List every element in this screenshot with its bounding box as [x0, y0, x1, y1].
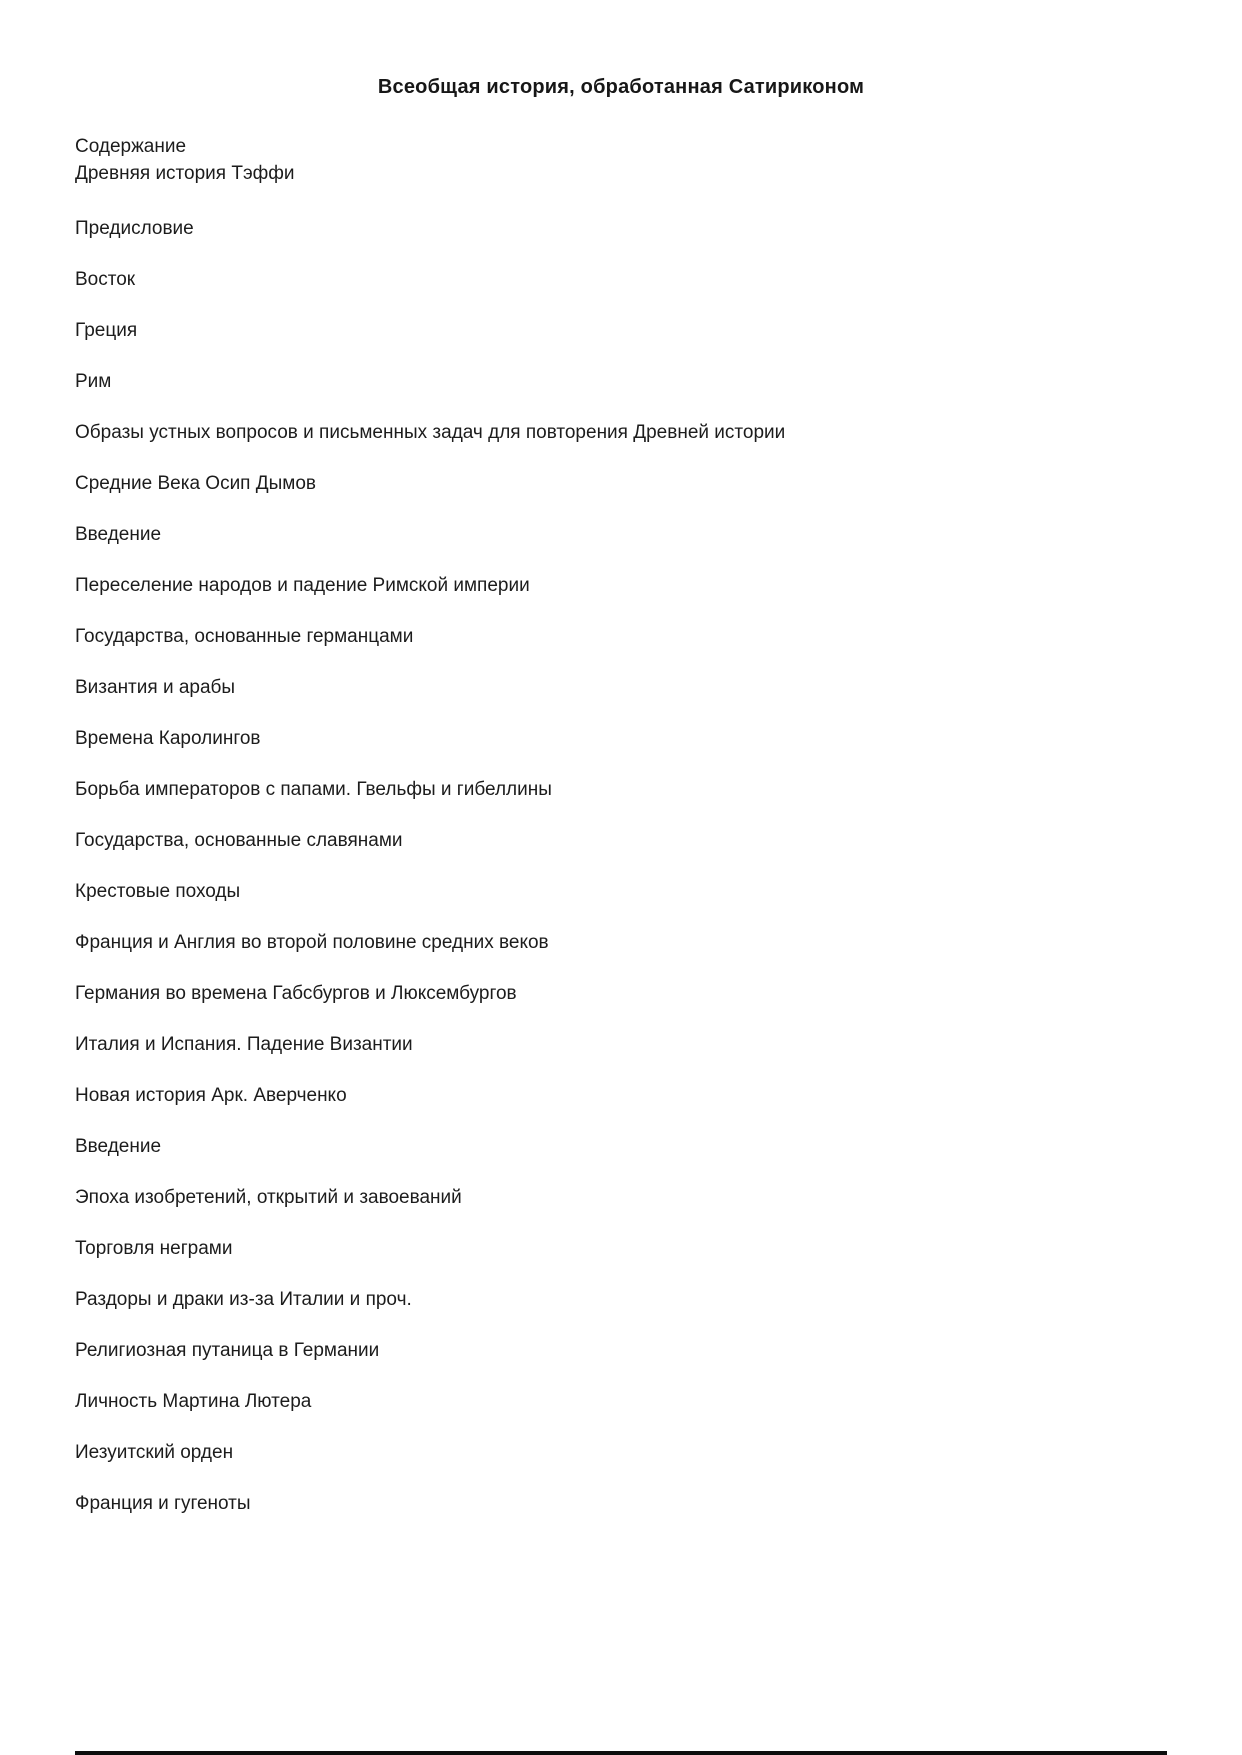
toc-entry: Религиозная путаница в Германии: [75, 1340, 380, 1361]
toc-entry: Восток: [75, 269, 136, 290]
toc-entry: Италия и Испания. Падение Византии: [75, 1034, 413, 1055]
bottom-divider: [75, 1751, 1167, 1755]
toc-entry: Рим: [75, 371, 112, 392]
toc-entry: Иезуитский орден: [75, 1442, 234, 1463]
toc-entry: Франция и Англия во второй половине средних веков: [75, 932, 549, 953]
toc-entry: Франция и гугеноты: [75, 1493, 251, 1514]
document-content: [75, 133, 1165, 1515]
toc-entry: Новая история Арк. Аверченко: [75, 1085, 347, 1106]
toc-entry: Средние Века Осип Дымов: [75, 473, 316, 494]
toc-entry: Введение: [75, 1136, 162, 1157]
toc-entry: Времена Каролингов: [75, 728, 261, 749]
page-title: Всеобщая история, обработанная Сатириконом: [377, 76, 865, 98]
toc-entry: Личность Мартина Лютера: [75, 1391, 312, 1412]
toc-entry: Византия и арабы: [75, 677, 236, 698]
toc-header-line: Содержание: [75, 136, 187, 157]
toc-entry: Германия во времена Габсбургов и Люксембургов: [75, 983, 517, 1004]
toc-header-block: [75, 133, 1165, 187]
toc-entry: Греция: [75, 320, 138, 341]
toc-header-line: Древняя история Тэффи: [75, 163, 295, 184]
toc-entry: Образы устных вопросов и письменных задач для повторения Древней истории: [75, 422, 786, 443]
toc-entry: Государства, основанные славянами: [75, 830, 403, 851]
toc-entry: Эпоха изобретений, открытий и завоеваний: [75, 1187, 462, 1208]
toc-entry: Торговля неграми: [75, 1238, 233, 1259]
toc-list: [75, 218, 1165, 1515]
toc-entry: Предисловие: [75, 218, 194, 239]
toc-entry: Переселение народов и падение Римской империи: [75, 575, 530, 596]
toc-entry: Борьба императоров с папами. Гвельфы и гибеллины: [75, 779, 552, 800]
toc-entry: Государства, основанные германцами: [75, 626, 414, 647]
toc-entry: Раздоры и драки из-за Италии и проч.: [75, 1289, 412, 1310]
toc-entry: Введение: [75, 524, 162, 545]
toc-entry: Крестовые походы: [75, 881, 241, 902]
